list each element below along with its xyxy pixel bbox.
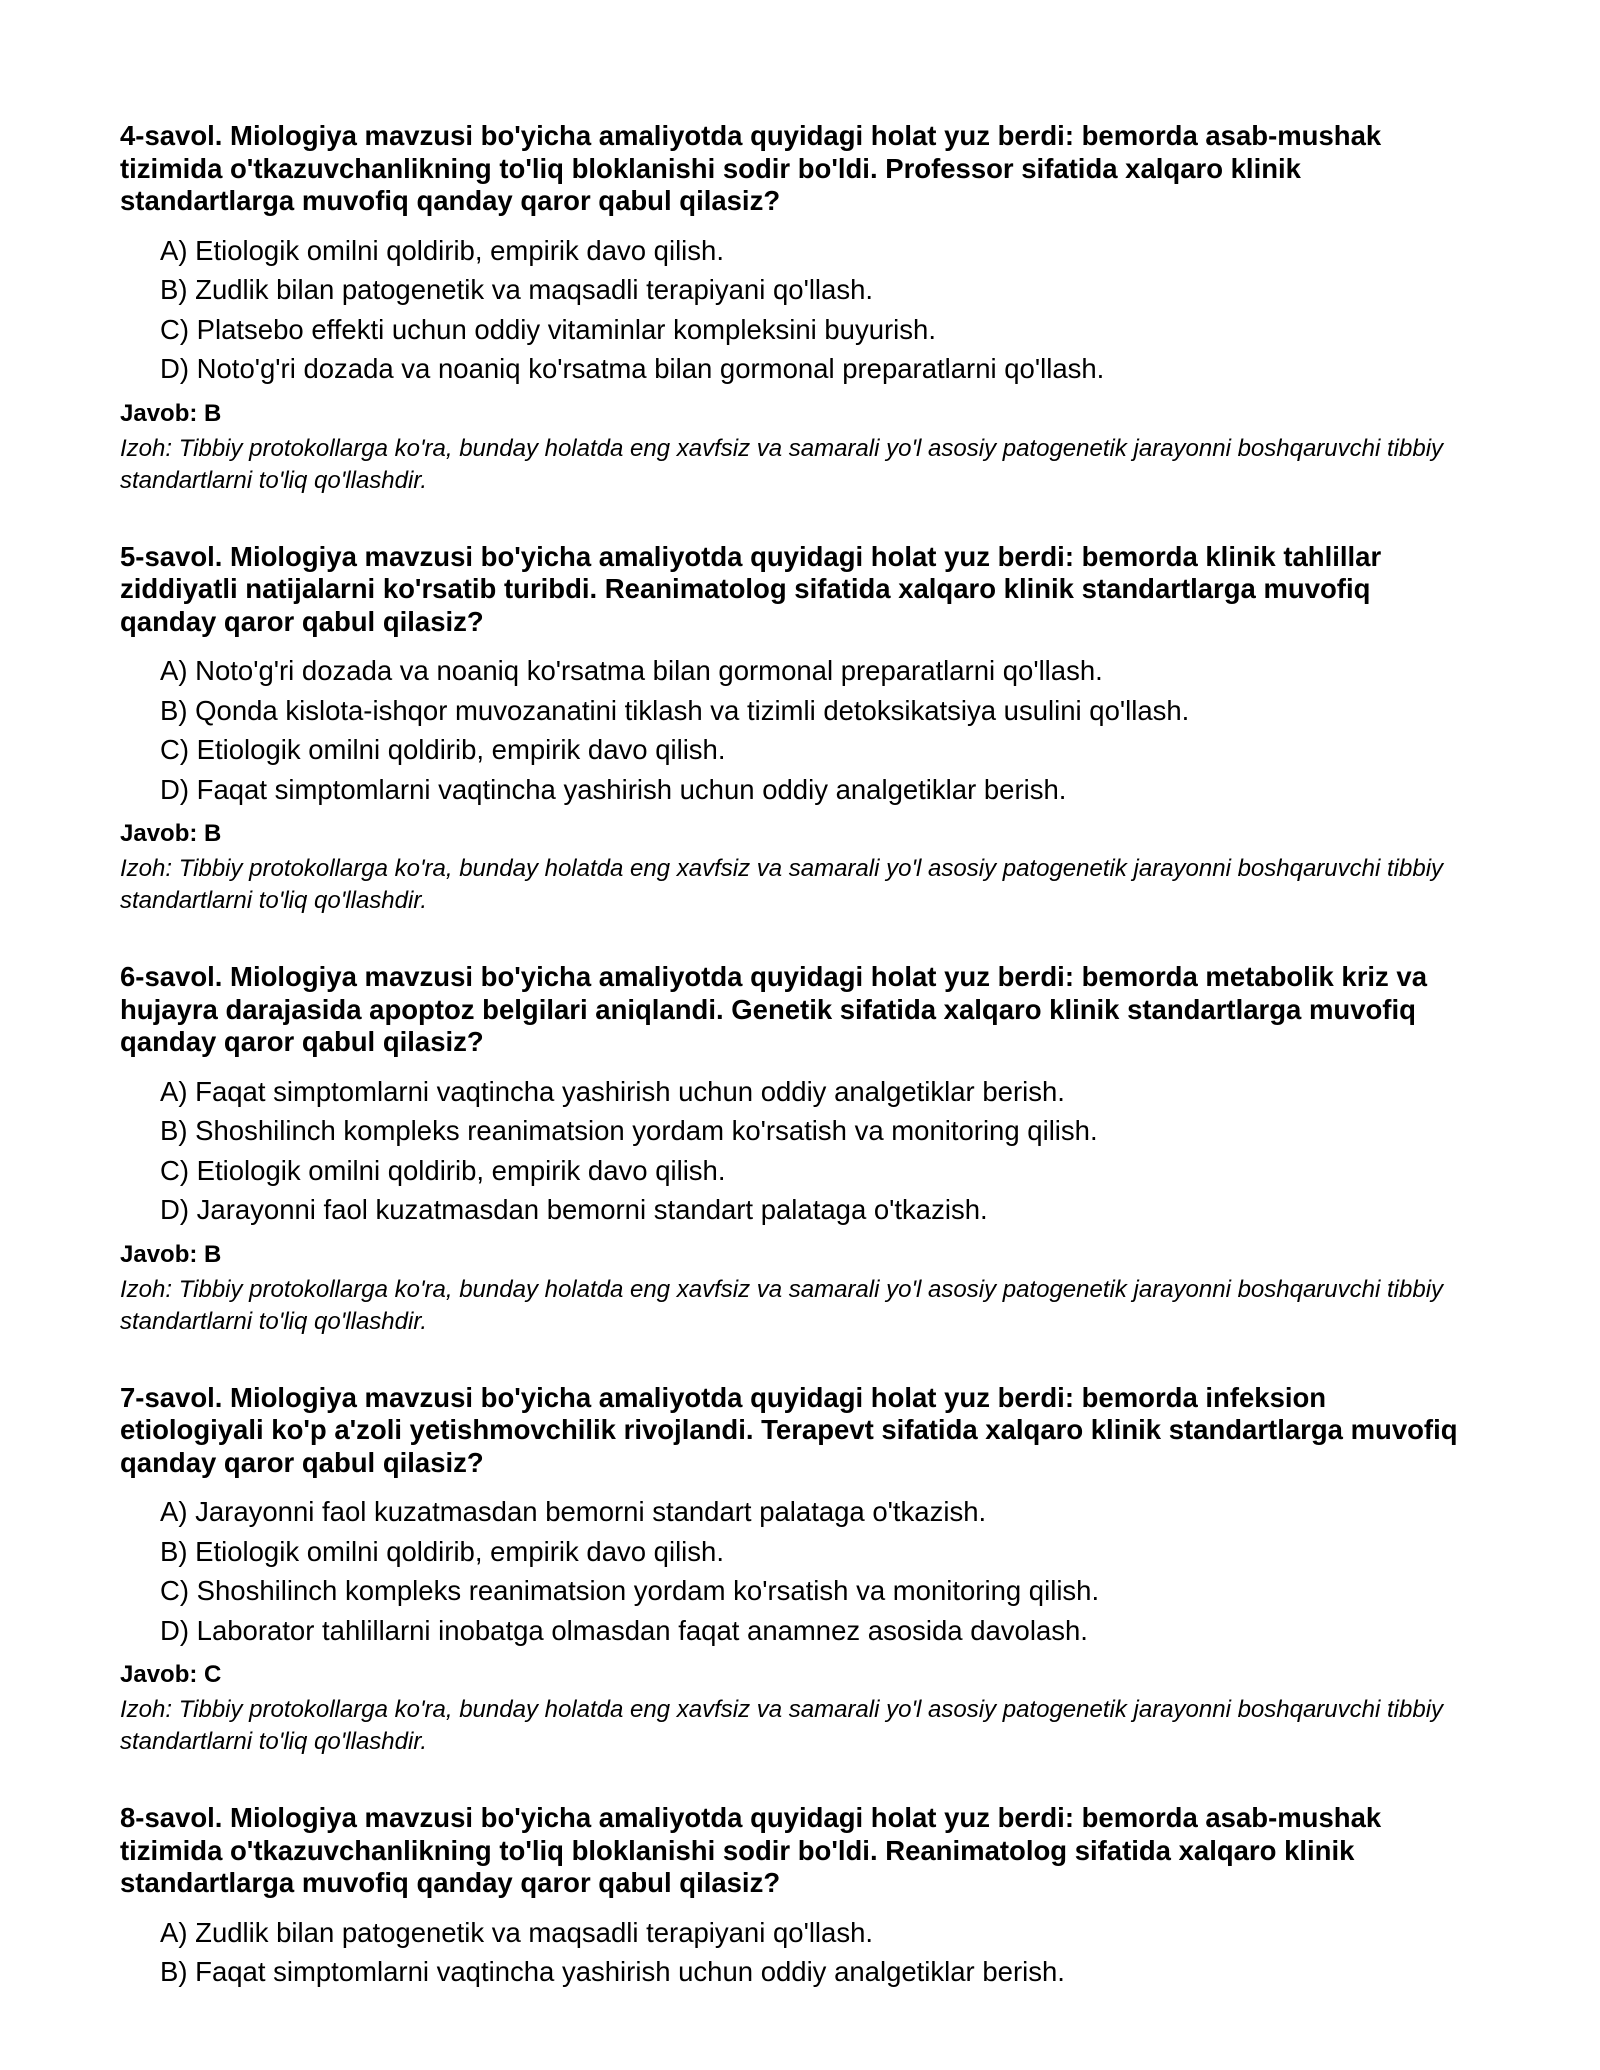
explanation-note: Izoh: Tibbiy protokollarga ko'ra, bunday holatda eng xavfsiz va samarali yo'l asosiy patogenetik jarayonni boshqaruvchi tibbiy standartlarni to'liq qo'llashdir.: [120, 434, 1444, 494]
option-b: B) Shoshilinch kompleks reanimatsion yordam ko'rsatish va monitoring qilish.: [160, 1115, 1098, 1146]
answer-label: Javob: B: [120, 820, 222, 847]
option-d: D) Laborator tahlillarni inobatga olmasdan faqat anamnez asosida davolash.: [160, 1614, 1088, 1646]
option-d: D) Jarayonni faol kuzatmasdan bemorni standart palataga o'tkazish.: [160, 1194, 988, 1225]
answer-label: Javob: C: [120, 1661, 222, 1688]
option-c: C) Platsebo effekti uchun oddiy vitaminlar kompleksini buyurish.: [160, 313, 936, 345]
answer-options: [120, 1072, 1460, 1230]
answer-label: Javob: B: [120, 1240, 222, 1268]
question-5: [120, 541, 1460, 918]
option-c: C) Etiologik omilni qoldirib, empirik davo qilish.: [160, 1154, 726, 1186]
option-a: A) Jarayonni faol kuzatmasdan bemorni standart palataga o'tkazish.: [160, 1496, 987, 1527]
answer-options: [120, 651, 1460, 809]
option-b: B) Zudlik bilan patogenetik va maqsadli terapiyani qo'llash.: [160, 274, 874, 305]
question-title: 8-savol. Miologiya mavzusi bo'yicha amaliyotda quyidagi holat yuz berdi: bemorda asab-mushak tizimida o'tkazuvchanlikning to'liq bloklanishi sodir bo'ldi. Reanimatolog sifatida xalqaro klinik standartlarga muvofiq qanday qaror qabul qilasiz?: [120, 1802, 1382, 1898]
option-d: D) Noto'g'ri dozada va noaniq ko'rsatma bilan gormonal preparatlarni qo'llash.: [160, 353, 1105, 384]
option-b: B) Qonda kislota-ishqor muvozanatini tiklash va tizimli detoksikatsiya usulini qo'llash.: [160, 694, 1190, 726]
question-6: [120, 961, 1460, 1338]
explanation-note: Izoh: Tibbiy protokollarga ko'ra, bunday holatda eng xavfsiz va samarali yo'l asosiy patogenetik jarayonni boshqaruvchi tibbiy standartlarni to'liq qo'llashdir.: [120, 1275, 1444, 1335]
option-b: B) Etiologik omilni qoldirib, empirik davo qilish.: [160, 1535, 724, 1567]
question-7: [120, 1382, 1460, 1759]
answer-label: Javob: B: [120, 399, 222, 427]
question-title: 6-savol. Miologiya mavzusi bo'yicha amaliyotda quyidagi holat yuz berdi: bemorda metabolik kriz va hujayra darajasida apoptoz belgilari aniqlandi. Genetik sifatida xalqaro klinik standartlarga muvofiq qanday qaror qabul qilasiz?: [120, 961, 1428, 1057]
option-a: A) Zudlik bilan patogenetik va maqsadli terapiyani qo'llash.: [160, 1916, 874, 1948]
option-c: C) Etiologik omilni qoldirib, empirik davo qilish.: [160, 734, 726, 765]
question-title: 7-savol. Miologiya mavzusi bo'yicha amaliyotda quyidagi holat yuz berdi: bemorda infeksion etiologiyali ko'p a'zoli yetishmovchilik rivojlandi. Terapevt sifatida xalqaro klinik standartlarga muvofiq qanday qaror qabul qilasiz?: [120, 1381, 1458, 1478]
answer-options: [120, 1913, 1460, 1992]
option-c: C) Shoshilinch kompleks reanimatsion yordam ko'rsatish va monitoring qilish.: [160, 1575, 1100, 1606]
answer-options: [120, 1492, 1460, 1650]
option-a: A) Etiologik omilni qoldirib, empirik davo qilish.: [160, 234, 724, 266]
option-a: A) Noto'g'ri dozada va noaniq ko'rsatma bilan gormonal preparatlarni qo'llash.: [160, 655, 1103, 686]
explanation-note: Izoh: Tibbiy protokollarga ko'ra, bunday holatda eng xavfsiz va samarali yo'l asosiy patogenetik jarayonni boshqaruvchi tibbiy standartlarni to'liq qo'llashdir.: [120, 1696, 1444, 1755]
explanation-note: Izoh: Tibbiy protokollarga ko'ra, bunday holatda eng xavfsiz va samarali yo'l asosiy patogenetik jarayonni boshqaruvchi tibbiy standartlarni to'liq qo'llashdir.: [120, 855, 1444, 914]
question-title: 5-savol. Miologiya mavzusi bo'yicha amaliyotda quyidagi holat yuz berdi: bemorda klinik tahlillar ziddiyatli natijalarni ko'rsatib turibdi. Reanimatolog sifatida xalqaro klinik standartlarga muvofiq qanday qaror qabul qilasiz?: [120, 540, 1382, 637]
document-page: [120, 120, 1460, 2036]
option-d: D) Faqat simptomlarni vaqtincha yashirish uchun oddiy analgetiklar berish.: [160, 773, 1067, 805]
option-a: A) Faqat simptomlarni vaqtincha yashirish uchun oddiy analgetiklar berish.: [160, 1075, 1065, 1107]
question-title: 4-savol. Miologiya mavzusi bo'yicha amaliyotda quyidagi holat yuz berdi: bemorda asab-mushak tizimida o'tkazuvchanlikning to'liq bloklanishi sodir bo'ldi. Professor sifatida xalqaro klinik standartlarga muvofiq qanday qaror qabul qilasiz?: [120, 120, 1382, 216]
question-4: [120, 120, 1460, 497]
answer-options: [120, 231, 1460, 389]
question-8: [120, 1802, 1460, 1992]
option-b: B) Faqat simptomlarni vaqtincha yashirish uchun oddiy analgetiklar berish.: [160, 1956, 1065, 1987]
